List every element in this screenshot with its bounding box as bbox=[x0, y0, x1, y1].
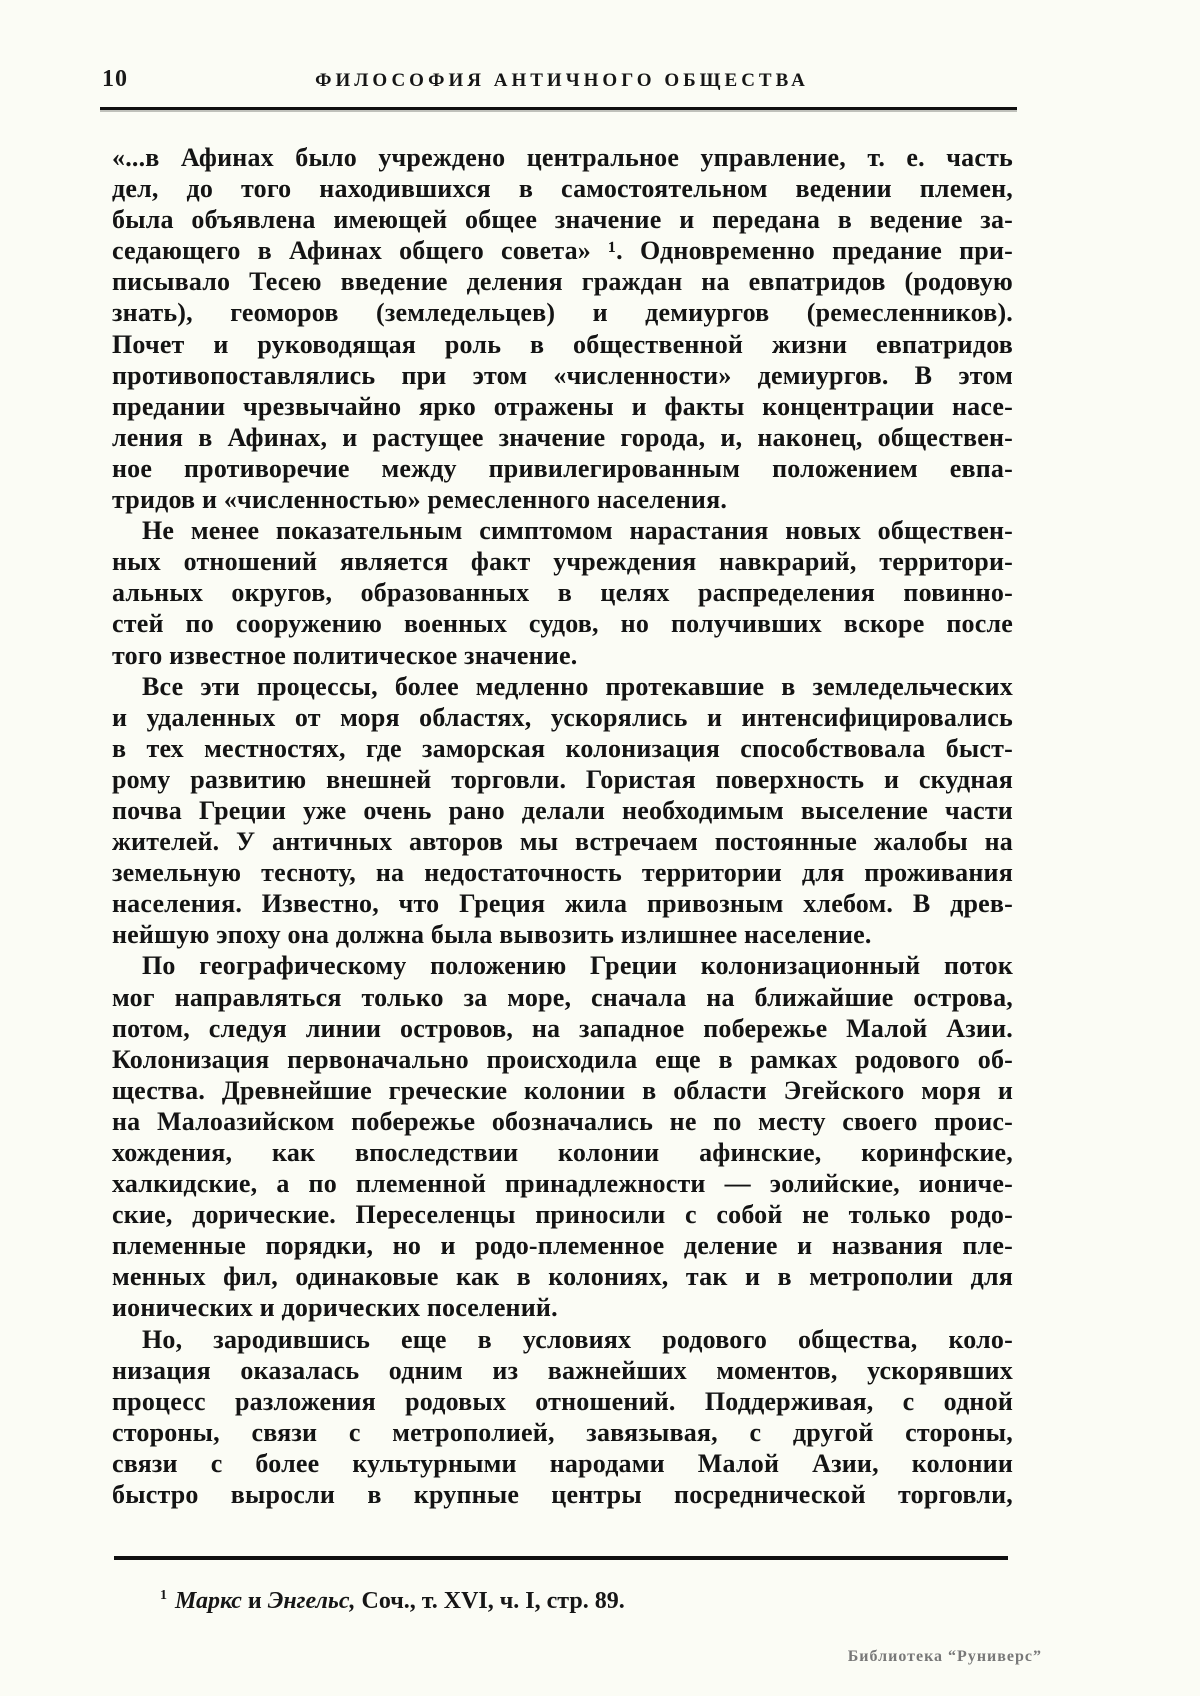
footnote-reference: Соч., т. XVI, ч. I, стр. 89. bbox=[361, 1588, 625, 1614]
body-text bbox=[112, 142, 1013, 1510]
text-line: жителей. У античных авторов мы встречаем постоянные жалобы на bbox=[112, 827, 1013, 857]
text-line: того известное политическое значение. bbox=[112, 640, 578, 670]
text-line: земельную тесноту, на недостаточность территории для проживания bbox=[112, 858, 1013, 888]
text-line: По географическому положению Греции колонизационный поток bbox=[142, 951, 1013, 981]
paragraph bbox=[112, 1324, 1013, 1511]
text-line: ские, дорические. Переселенцы приносили с собой не только родо- bbox=[112, 1200, 1013, 1230]
text-line: предании чрезвычайно ярко отражены и факты концентрации насе- bbox=[112, 391, 1013, 421]
footnote-conjunction: и bbox=[247, 1588, 262, 1614]
footnote-author-marx: Маркс bbox=[175, 1588, 242, 1614]
text-line: потом, следуя линии островов, на западное побережье Малой Азии. bbox=[112, 1013, 1013, 1043]
text-line: противопоставлялись при этом «численности» демиургов. В этом bbox=[112, 360, 1013, 390]
text-line: мог направляться только за море, сначала на ближайшие острова, bbox=[112, 982, 1013, 1012]
text-line: низация оказалась одним из важнейших моментов, ускорявших bbox=[112, 1355, 1013, 1385]
library-watermark: Библиотека “Руниверс” bbox=[847, 1648, 1042, 1665]
text-line: альных округов, образованных в целях распределения повинно- bbox=[112, 578, 1013, 608]
text-line: Колонизация первоначально происходила еще в рамках родового об- bbox=[112, 1044, 1013, 1074]
text-line: быстро выросли в крупные центры посреднической торговли, bbox=[112, 1480, 1013, 1510]
text-line: ное противоречие между привилегированным положением евпа- bbox=[112, 453, 1013, 483]
footnote bbox=[112, 1588, 1012, 1615]
text-line: седающего в Афинах общего совета» ¹. Одновременно предание при- bbox=[112, 236, 1013, 266]
text-line: дел, до того находившихся в самостоятельном ведении племен, bbox=[112, 174, 1013, 204]
running-header-title: ФИЛОСОФИЯ АНТИЧНОГО ОБЩЕСТВА bbox=[315, 70, 809, 91]
text-line: Почет и руководящая роль в общественной жизни евпатридов bbox=[112, 329, 1013, 359]
text-line: Но, зародившись еще в условиях родового общества, коло- bbox=[142, 1324, 1013, 1354]
text-line: населения. Известно, что Греция жила привозным хлебом. В древ- bbox=[112, 889, 1013, 919]
text-line: Не менее показательным симптомом нарастания новых обществен- bbox=[142, 516, 1013, 546]
paragraph bbox=[112, 515, 1013, 670]
paragraph bbox=[112, 950, 1013, 1323]
footnote-marker: 1 bbox=[160, 1588, 167, 1603]
text-line: халкидские, а по племенной принадлежности — эолийские, иониче- bbox=[112, 1169, 1013, 1199]
text-line: нейшую эпоху она должна была вывозить излишнее население. bbox=[112, 920, 872, 950]
text-line: «...в Афинах было учреждено центральное управление, т. е. часть bbox=[112, 143, 1013, 172]
paragraph bbox=[112, 142, 1013, 515]
text-line: и удаленных от моря областях, ускорялись и интенсифицировались bbox=[112, 702, 1013, 732]
text-line: процесс разложения родовых отношений. Поддерживая, с одной bbox=[112, 1386, 1013, 1416]
text-line: ления в Афинах, и растущее значение города, и, наконец, обществен- bbox=[112, 422, 1013, 452]
text-line: знать), геоморов (земледельцев) и демиургов (ремесленников). bbox=[112, 298, 1013, 328]
paragraph bbox=[112, 671, 1013, 951]
text-line: менных фил, одинаковые как в колониях, так и в метрополии для bbox=[112, 1262, 1013, 1292]
text-line: рому развитию внешней торговли. Гористая поверхность и скудная bbox=[112, 764, 1013, 794]
text-line: племенные порядки, но и родо-племенное деление и названия пле- bbox=[112, 1231, 1013, 1261]
page-number: 10 bbox=[102, 66, 128, 92]
text-line: стей по сооружению военных судов, но получивших вскоре после bbox=[112, 609, 1013, 639]
text-line: была объявлена имеющей общее значение и передана в ведение за- bbox=[112, 205, 1013, 235]
text-line: щества. Древнейшие греческие колонии в области Эгейского моря и bbox=[112, 1075, 1013, 1105]
text-line: писывало Тесею введение деления граждан на евпатридов (родовую bbox=[112, 267, 1013, 297]
text-line: Все эти процессы, более медленно протекавшие в земледельческих bbox=[142, 671, 1013, 701]
footnote-author-engels: Энгельс, bbox=[267, 1588, 356, 1614]
text-line: ионических и дорических поселений. bbox=[112, 1293, 558, 1323]
header-rule bbox=[100, 107, 1017, 110]
text-line: почва Греции уже очень рано делали необходимым выселение части bbox=[112, 795, 1013, 825]
footnote-rule bbox=[114, 1556, 1008, 1560]
text-line: хождения, как впоследствии колонии афинские, коринфские, bbox=[112, 1138, 1013, 1167]
text-line: в тех местностях, где заморская колонизация способствовала быст- bbox=[112, 733, 1013, 763]
text-line: ных отношений является факт учреждения навкрарий, территори- bbox=[112, 547, 1013, 577]
text-line: стороны, связи с метрополией, завязывая, с другой стороны, bbox=[112, 1417, 1013, 1447]
text-line: на Малоазийском побережье обозначались не по месту своего проис- bbox=[112, 1106, 1013, 1136]
text-line: связи с более культурными народами Малой Азии, колонии bbox=[112, 1448, 1013, 1478]
text-line: тридов и «численностью» ремесленного населения. bbox=[112, 485, 728, 515]
